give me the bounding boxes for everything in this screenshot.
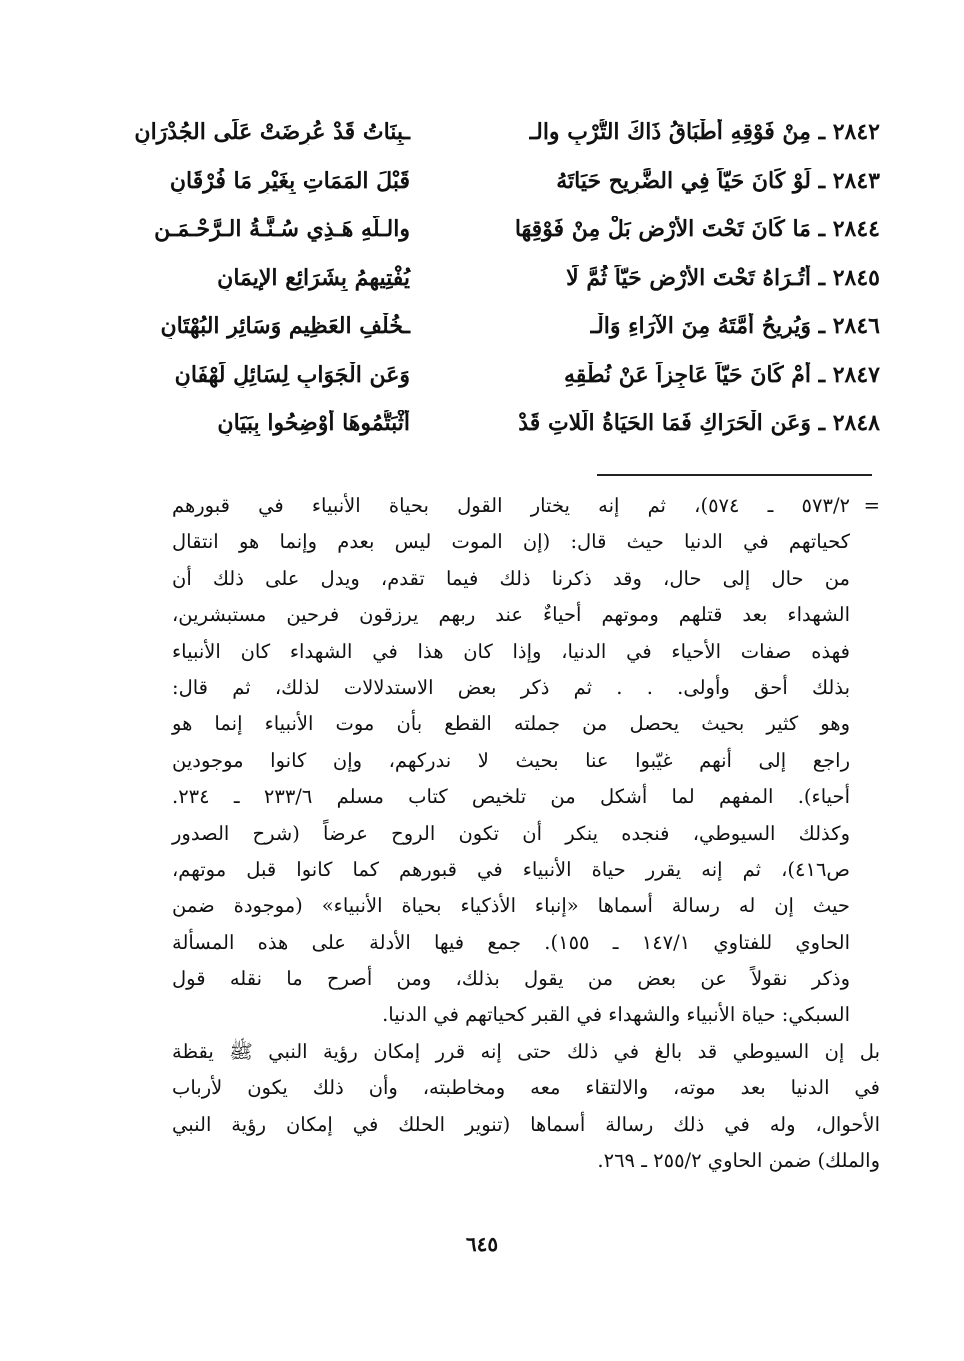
footnote-line-text: الحاوي للفتاوي ١٤٧/١ ـ ١٥٥). جمع فيها الأدلة على هذه المسألة	[172, 930, 850, 954]
footnote-line-text: وكذلك السيوطي، فنجده ينكر أن تكون الروح عرضاً (شرح الصدور	[172, 821, 850, 845]
footnote-line	[80, 779, 880, 815]
verse-second-half: يُفْتِيهِمُ بِشَرَائِعِ الإِيمَانِ	[217, 264, 410, 291]
verse-row	[80, 351, 880, 400]
footnote-line-text: ٥٧٣/٢ ـ ٥٧٤)، ثم إنه يختار القول بحياة الأنبياء في قبورهم	[172, 494, 850, 517]
page-number: ٦٤٥	[465, 1232, 499, 1256]
footnote-line-text: وهو كثير بحيث يحصل من جملته القطع بأن موت الأنبياء إنما هو	[172, 712, 850, 736]
footnote	[80, 488, 880, 1179]
footnote-line-text: راجع إلى أنهم غيّبوا عنا بحيث لا ندركهم، وإن كانوا موجودين	[172, 748, 850, 772]
verse-first-half: ٢٨٤٣ ـ لَوْ كَانَ حَيّاً فِي الضَّرِيحِ حَيَاتَهُ	[556, 167, 880, 194]
verse-number: ٢٨٤٦	[832, 313, 880, 340]
verse-number: ٢٨٤٥	[832, 264, 880, 291]
footnote-line-text: من حال إلى حال، وقد ذكرنا ذلك فيما تقدم، ويدل على ذلك أن	[172, 566, 850, 590]
footnote-separator	[597, 474, 872, 476]
verse-row	[80, 108, 880, 157]
verse-first-text: مِنْ فَوْقِهِ أَطْبَاقُ ذَاكَ التُّرْبِ والـ	[529, 119, 811, 146]
footnote-line	[80, 1143, 880, 1179]
verse-number: ٢٨٤٣	[832, 167, 880, 194]
footnote-line	[80, 961, 880, 997]
footnote-line-text: السبكي: حياة الأنبياء والشهداء في القبر كحياتهم في الدنيا.	[382, 1003, 850, 1027]
verse-row	[80, 205, 880, 254]
verse-second-half: وَعَنِ الْجَوَابِ لِسَائِلٍ لَهْفَانِ	[174, 361, 410, 388]
footnote-line-text: الأحوال، وله في ذلك رسالة أسماها (تنوير الحلك في إمكان رؤية النبي	[172, 1112, 880, 1136]
footnote-line	[80, 634, 880, 670]
verse-second-half: ـخُلْفِ العَظِيمِ وَسَائِرِ البُهْتَانِ	[160, 313, 410, 340]
verse-first-half: ٢٨٤٤ ـ مَا كَانَ تَحْتَ الأَرْضِ بَلْ مِنْ فَوْقِهَا	[514, 216, 880, 243]
verse-second-half: والـلَّهِ هَـذِي سُـنَّـةُ الـرَّحْـمَـنِ	[154, 216, 410, 243]
verse-second-half: قَبْلَ المَمَاتِ بِغَيْرِ مَا فُرْقَانِ	[169, 167, 410, 194]
footnote-line	[80, 997, 880, 1033]
footnote-line	[80, 597, 880, 633]
footnote-line-text: فهذه صفات الأحياء في الدنيا، وإذا كان هذا في الشهداء كان الأنبياء	[172, 639, 850, 663]
verse-row	[80, 399, 880, 448]
footnote-line	[80, 670, 880, 706]
footnote-line	[80, 743, 880, 779]
verse-row	[80, 157, 880, 206]
verse-number: ٢٨٤٧	[832, 361, 880, 388]
verse-first-text: لَوْ كَانَ حَيّاً فِي الضَّرِيحِ حَيَاتَهُ	[556, 167, 811, 194]
footnote-line-text: في الدنيا بعد موته، والالتقاء معه ومخاطبته، وأن ذلك يكون لأرباب	[172, 1076, 880, 1100]
footnote-line-text: ص٤١٦)، ثم إنه يقرر حياة الأنبياء في قبورهم كما كانوا قبل موتهم،	[172, 857, 850, 881]
verse-first-half: ٢٨٤٢ ـ مِنْ فَوْقِهِ أَطْبَاقُ ذَاكَ التُّرْبِ والـ	[529, 119, 880, 146]
verse-number: ٢٨٤٤	[832, 216, 880, 243]
footnote-line	[80, 925, 880, 961]
footnote-line-text: أحياء). المفهم لما أشكل من تلخيص كتاب مسلم ٢٣٣/٦ ـ ٢٣٤.	[172, 785, 850, 809]
footnote-line-text: الشهداء بعد قتلهم وموتهم أحياءٌ عند ربهم يرزقون فرحين مستبشرين،	[172, 603, 850, 627]
footnote-line-text: كحياتهم في الدنيا حيث قال: (إن الموت ليس بعدم وإنما هو انتقال	[172, 530, 850, 554]
verse-first-half: ٢٨٤٥ ـ أَتُـرَاهُ تَحْتَ الأَرْضِ حَيّاً ثُمَّ لَا	[566, 264, 880, 291]
footnote-line	[80, 488, 880, 524]
footnote-line	[80, 561, 880, 597]
footnote-line	[80, 1070, 880, 1106]
footnote-line	[80, 1107, 880, 1143]
footnote-line	[80, 852, 880, 888]
poem-verses	[80, 108, 880, 448]
verse-number: ٢٨٤٢	[832, 119, 880, 146]
footnote-line	[80, 888, 880, 924]
verse-first-text: مَا كَانَ تَحْتَ الأَرْضِ بَلْ مِنْ فَوْقِهَا	[514, 216, 811, 243]
verse-number: ٢٨٤٨	[832, 410, 880, 437]
continuation-marker: =	[863, 494, 880, 517]
verse-first-text: وَيُرِيحُ أُمَّتَهُ مِنَ الآرَاءِ وَالْـ	[590, 313, 811, 340]
footnote-line-text: وذكر نقولاً عن بعض من يقول بذلك، ومن أصرح ما نقله قول	[172, 967, 850, 991]
verse-first-text: أَمْ كَانَ حَيّاً عَاجِزاً عَنْ نُطْقِهِ	[564, 361, 811, 388]
footnote-line-text: والملك) ضمن الحاوي ٢٥٥/٢ ـ ٢٦٩.	[597, 1149, 880, 1173]
footnote-line	[80, 706, 880, 742]
verse-row	[80, 254, 880, 303]
verse-row	[80, 302, 880, 351]
verse-second-half: أَثْبَتُّمُوهَا أَوْضِحُوا بِبَيَانِ	[217, 410, 410, 437]
verse-first-half: ٢٨٤٧ ـ أَمْ كَانَ حَيّاً عَاجِزاً عَنْ نُطْقِهِ	[564, 361, 880, 388]
verse-second-half: ـبِنَاتُ قَدْ عُرِضَتْ عَلَى الجُدْرَانِ	[134, 119, 410, 146]
verse-first-half: ٢٨٤٨ ـ وَعَنِ الْحَرَاكِ فَمَا الحَيَاةُ الَّلاتِ قَدْ	[518, 410, 880, 437]
verse-first-half: ٢٨٤٦ ـ وَيُرِيحُ أُمَّتَهُ مِنَ الآرَاءِ وَالْـ	[590, 313, 880, 340]
footnote-line	[80, 1034, 880, 1070]
footnote-line-text: بذلك أحق وأولى. . . ثم ذكر بعض الاستدلالات لذلك، ثم قال:	[172, 675, 850, 699]
verse-first-text: أَتُـرَاهُ تَحْتَ الأَرْضِ حَيّاً ثُمَّ لَا	[566, 264, 811, 291]
footnote-line-text: بل إن السيوطي قد بالغ في ذلك حتى إنه قرر إمكان رؤية النبي ﷺ يقظة	[172, 1039, 880, 1063]
footnote-line	[80, 816, 880, 852]
footnote-line	[80, 524, 880, 560]
footnote-line-text: حيث إن له رسالة أسماها «إنباء الأذكياء بحياة الأنبياء» (موجودة ضمن	[172, 894, 850, 918]
verse-first-text: وَعَنِ الْحَرَاكِ فَمَا الحَيَاةُ الَّلاتِ قَدْ	[518, 410, 811, 437]
